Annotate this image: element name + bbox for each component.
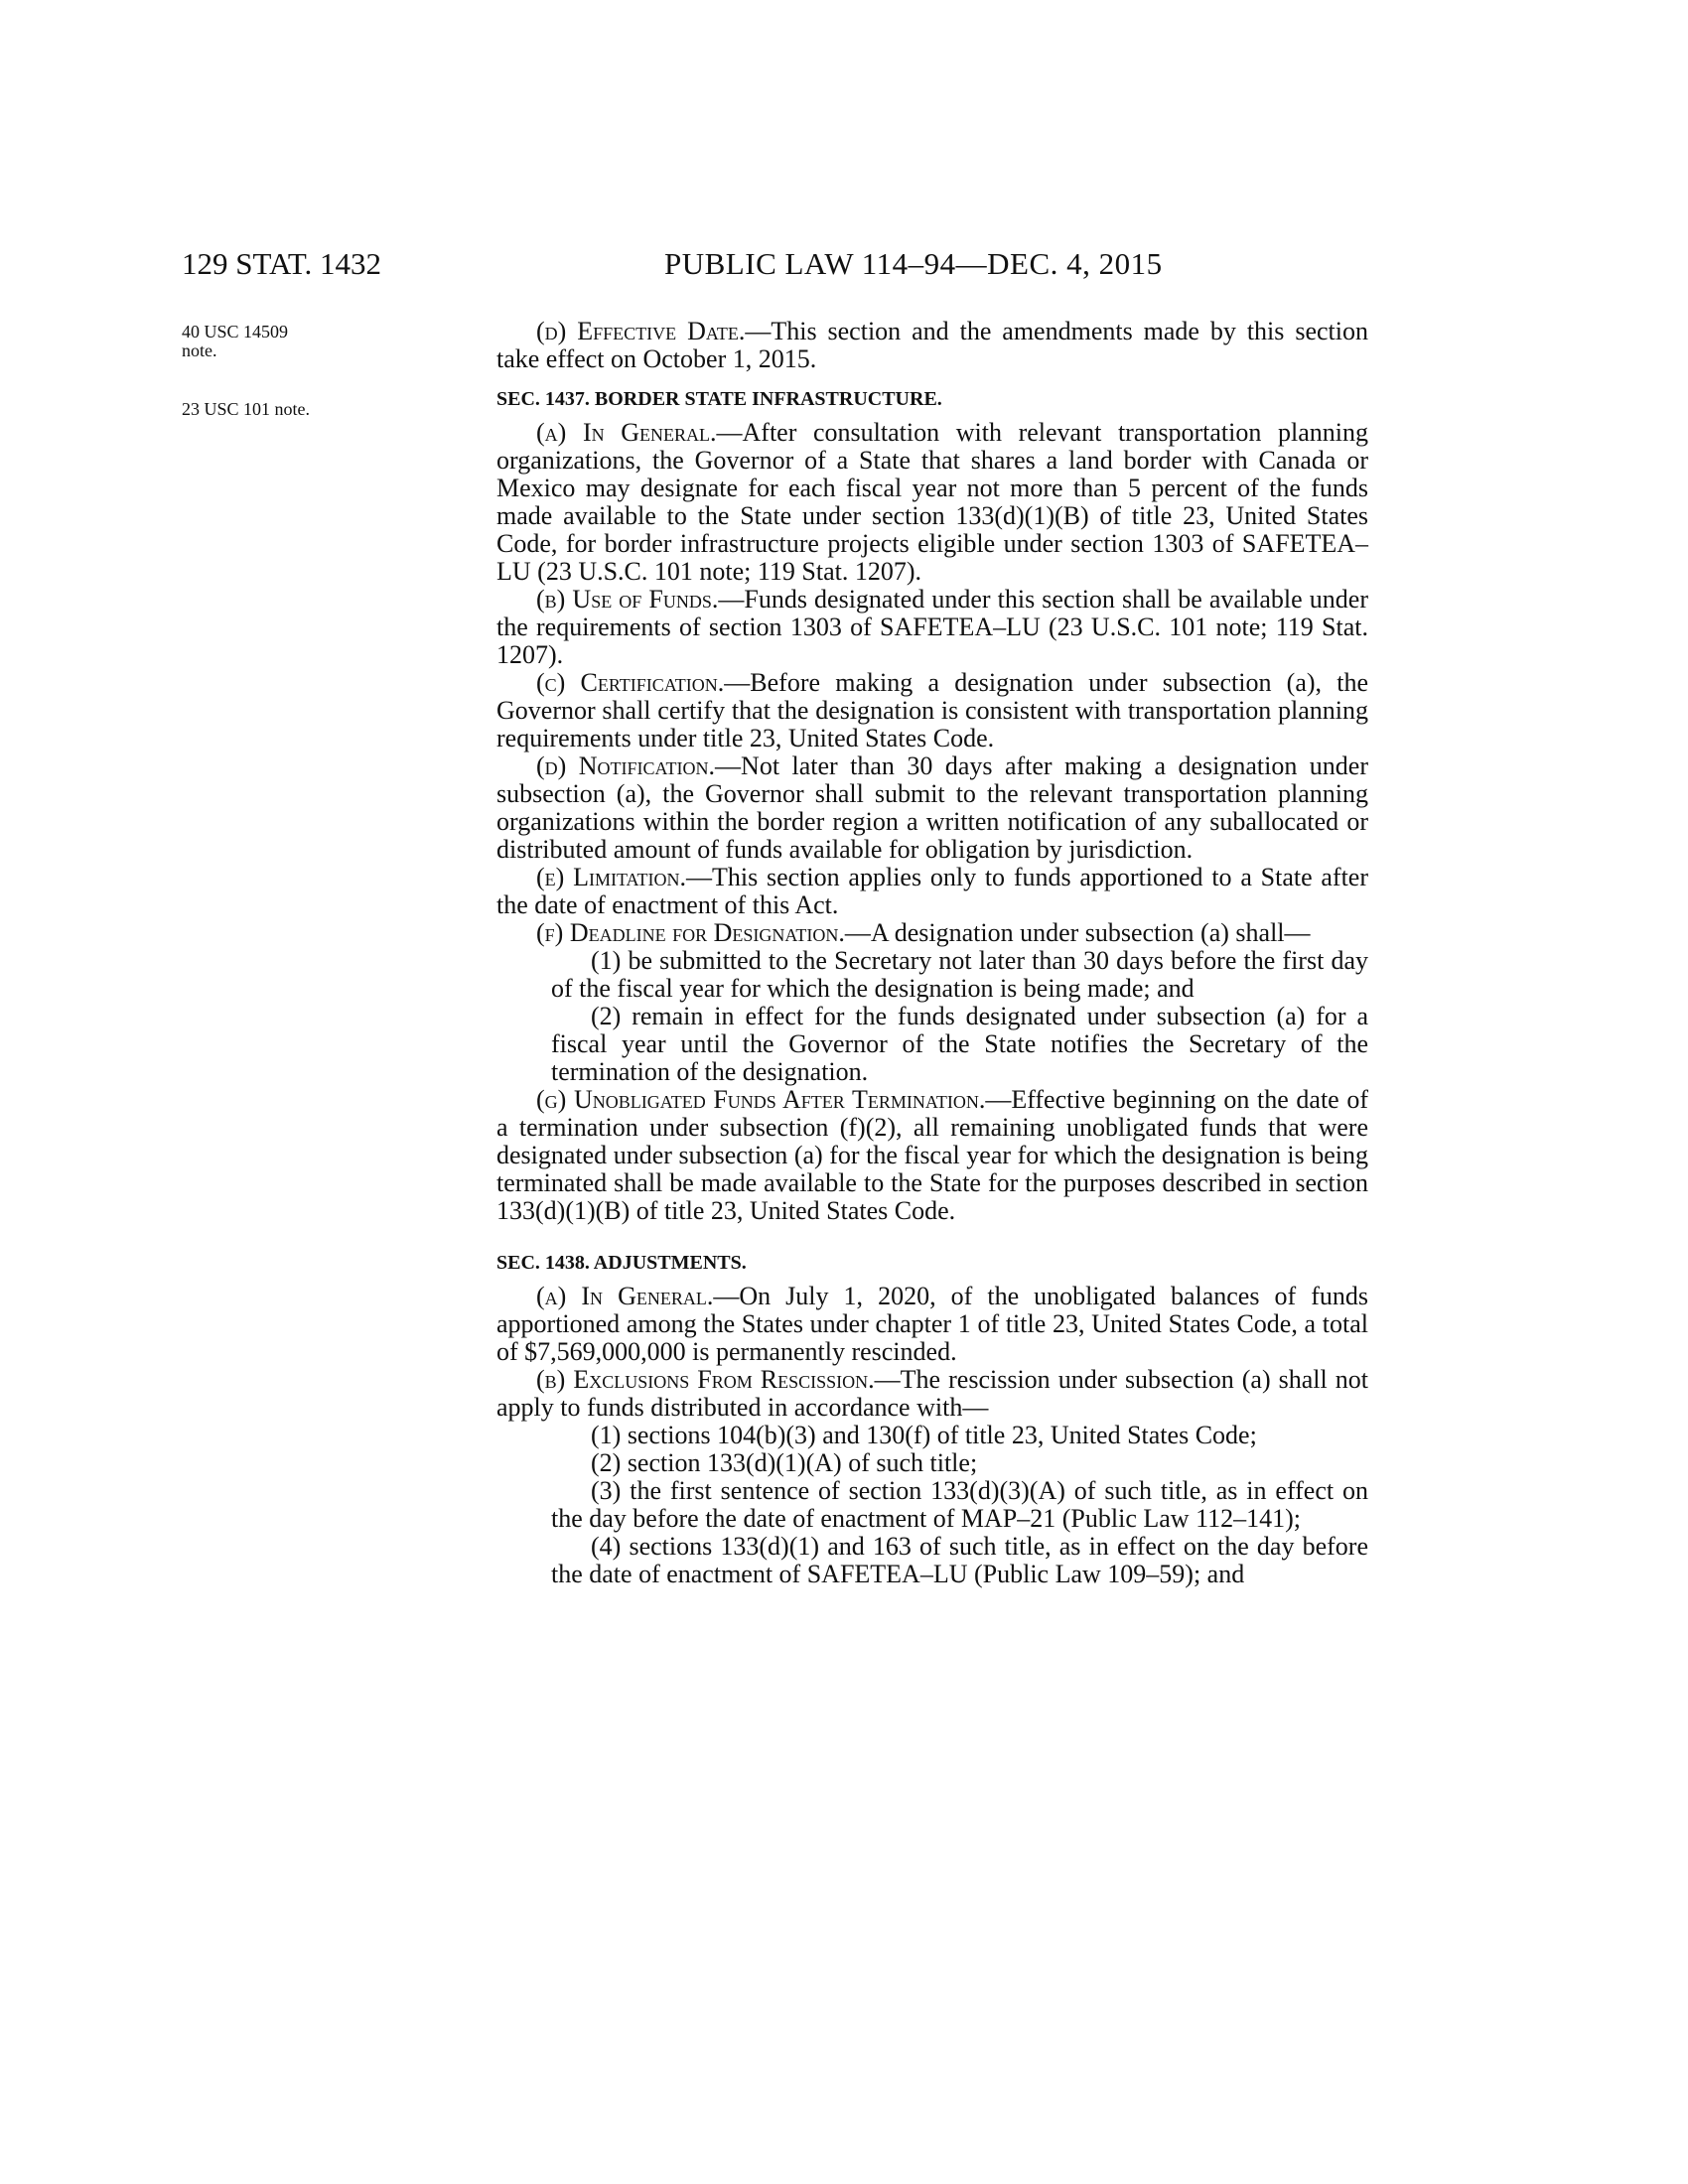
subsection-effective-date: [496, 318, 1368, 373]
subsection-c-certification: [496, 669, 1368, 752]
subsection-heading: (b) Exclusions From Rescission.: [536, 1365, 875, 1394]
subsection-text: —A designation under subsection (a) shall—: [844, 918, 1311, 947]
subsection-text: —Not later than 30 days after making a designation under subsection (a), the Governor shall submit to the relevant transportation planning organizations within the border region a written notification of any suballocated or distributed amount of funds available for obligation by jurisdiction.: [496, 751, 1368, 864]
paragraph-f-1: (1) be submitted to the Secretary not later than 30 days before the first day of the fiscal year for which the designation is being made; and: [551, 946, 1368, 1003]
margin-note-usc-14509: 40 USC 14509 note.: [182, 322, 289, 360]
section-heading-1438: SEC. 1438. ADJUSTMENTS.: [496, 1252, 747, 1274]
subsection-heading: (e) Limitation.: [536, 863, 687, 891]
statute-body: [496, 318, 1368, 1588]
subsection-a-in-general-1438: [496, 1283, 1368, 1366]
paragraph-b-1: (1) sections 104(b)(3) and 130(f) of title 23, United States Code;: [591, 1421, 1257, 1449]
subsection-text: —The rescission under subsection (a) shall not apply to funds distributed in accordance with—: [496, 1365, 1368, 1422]
subsection-heading: (b) Use of Funds.: [536, 585, 719, 614]
subsection-heading: (f) Deadline for Designation.: [536, 918, 845, 947]
subsection-b-exclusions: [496, 1366, 1368, 1422]
subsection-heading: (a) In General.: [536, 418, 717, 447]
margin-note-usc-101: 23 USC 101 note.: [182, 399, 311, 419]
subsection-heading: (a) In General.: [536, 1282, 714, 1310]
subsection-heading: (c) Certification.: [536, 668, 725, 697]
public-law-citation: PUBLIC LAW 114–94—DEC. 4, 2015: [664, 246, 1163, 281]
subsection-text: —Funds designated under this section shall be available under the requirements of section 1303 of SAFETEA–LU (23 U.S.C. 101 note; 119 Stat. 1207).: [496, 585, 1368, 669]
subsection-g-unobligated-funds: [496, 1086, 1368, 1225]
subsection-heading: (d) Notification.: [536, 751, 716, 780]
page-header: [182, 246, 1368, 286]
subsection-d-notification: [496, 752, 1368, 864]
paragraph-b-2: (2) section 133(d)(1)(A) of such title;: [591, 1448, 978, 1477]
subsection-text: —After consultation with relevant transportation planning organizations, the Governor of a State that shares a land border with Canada or Mexico may designate for each fiscal year not more than 5 percent of the funds made available to the State under section 133(d)(1)(B) of title 23, United States Code, for border infrastructure projects eligible under section 1303 of SAFETEA–LU (23 U.S.C. 101 note; 119 Stat. 1207).: [496, 418, 1368, 586]
subsection-text: —On July 1, 2020, of the unobligated balances of funds apportioned among the States under chapter 1 of title 23, United States Code, a total of $7,569,000,000 is permanently rescinded.: [496, 1282, 1368, 1366]
paragraph-f-2: (2) remain in effect for the funds designated under subsection (a) for a fiscal year until the Governor of the State notifies the Secretary of the termination of the designation.: [551, 1002, 1368, 1086]
subsection-text: —This section applies only to funds apportioned to a State after the date of enactment of this Act.: [496, 863, 1369, 919]
stat-citation: 129 STAT. 1432: [182, 246, 382, 281]
subsection-text: —Before making a designation under subsection (a), the Governor shall certify that the designation is consistent with transportation planning requirements under title 23, United States Code.: [496, 668, 1369, 752]
paragraph-b-3: (3) the first sentence of section 133(d)(3)(A) of such title, as in effect on the day before the date of enactment of MAP–21 (Public Law 112–141);: [551, 1476, 1368, 1533]
subsection-text: —Effective beginning on the date of a termination under subsection (f)(2), all remaining unobligated funds that were designated under subsection (a) for the fiscal year for which the designation is being terminated shall be made available to the State for the purposes described in section 133(d)(1)(B) of title 23, United States Code.: [496, 1085, 1368, 1225]
section-heading-1437: SEC. 1437. BORDER STATE INFRASTRUCTURE.: [496, 388, 942, 410]
subsection-e-limitation: [496, 864, 1368, 919]
subsection-heading: (g) Unobligated Funds After Termination.: [536, 1085, 986, 1114]
subsection-text: —This section and the amendments made by this section take effect on October 1, 2015.: [496, 317, 1368, 373]
subsection-f-deadline: [496, 919, 1368, 947]
subsection-a-in-general: [496, 419, 1368, 586]
subsection-b-use-of-funds: [496, 586, 1368, 669]
paragraph-b-4: (4) sections 133(d)(1) and 163 of such title, as in effect on the day before the date of enactment of SAFETEA–LU (Public Law 109–59); and: [551, 1532, 1368, 1588]
subsection-heading: (d) Effective Date.: [536, 317, 746, 345]
